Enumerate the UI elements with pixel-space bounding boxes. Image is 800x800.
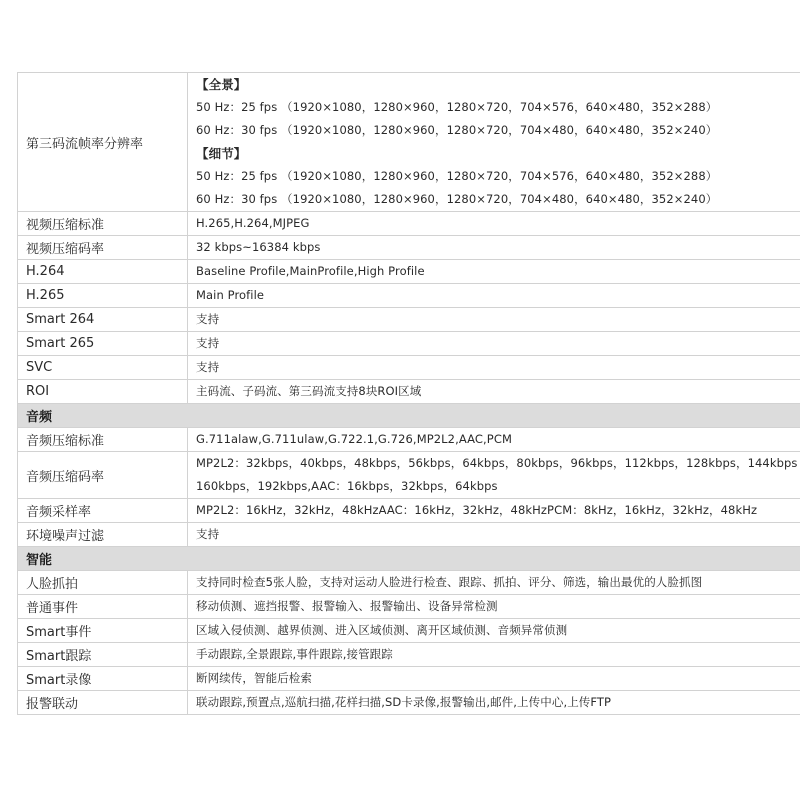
row-value	[188, 499, 800, 523]
row-value	[188, 691, 800, 715]
row-value	[188, 595, 800, 619]
section-heading: 音频	[18, 404, 800, 428]
row-label: 音频压缩标准	[18, 428, 188, 452]
stream-rate-line: 50 Hz：25 fps （1920×1080，1280×960，1280×720，704×576，640×480，352×288）	[196, 169, 718, 183]
row-value	[188, 523, 800, 547]
table-row	[18, 380, 800, 404]
row-value	[188, 284, 800, 308]
stream-group-heading: 【全景】	[196, 77, 247, 92]
row-value-line: 支持	[196, 360, 220, 374]
row-value	[188, 332, 800, 356]
row-value-line: 32 kbps~16384 kbps	[196, 240, 321, 254]
row-label: 报警联动	[18, 691, 188, 715]
row-label: ROI	[18, 380, 188, 404]
row-value	[188, 667, 800, 691]
row-value-line: Main Profile	[196, 288, 265, 302]
section-heading: 智能	[18, 547, 800, 571]
row-label: Smart 265	[18, 332, 188, 356]
table-row	[18, 619, 800, 643]
table-row	[18, 236, 800, 260]
row-value-line: 手动跟踪,全景跟踪,事件跟踪,接管跟踪	[196, 647, 393, 661]
spec-table-container	[17, 72, 800, 727]
table-row	[18, 212, 800, 236]
table-row	[18, 452, 800, 499]
row-value	[188, 380, 800, 404]
table-row	[18, 595, 800, 619]
row-label: 音频压缩码率	[18, 452, 188, 499]
table-row	[18, 691, 800, 715]
row-value	[188, 356, 800, 380]
row-value	[188, 619, 800, 643]
table-row	[18, 571, 800, 595]
spec-table-body	[18, 73, 800, 715]
row-label: H.264	[18, 260, 188, 284]
table-row	[18, 428, 800, 452]
table-row	[18, 499, 800, 523]
row-value-line: 支持	[196, 527, 220, 541]
row-value-line: 支持同时检查5张人脸，支持对运动人脸进行检查、跟踪、抓拍、评分、筛选，输出最优的人脸抓图	[196, 575, 703, 589]
table-row	[18, 308, 800, 332]
table-row	[18, 356, 800, 380]
row-value	[188, 643, 800, 667]
spec-table	[17, 72, 800, 715]
row-label: Smart 264	[18, 308, 188, 332]
table-row	[18, 284, 800, 308]
table-row	[18, 523, 800, 547]
table-row	[18, 260, 800, 284]
row-value-line: 断网续传，智能后检索	[196, 671, 312, 685]
table-row	[18, 332, 800, 356]
row-label: 音频采样率	[18, 499, 188, 523]
row-value-third-stream	[188, 73, 800, 212]
row-label: Smart事件	[18, 619, 188, 643]
row-value-line: Baseline Profile,MainProfile,High Profile	[196, 264, 425, 278]
row-value	[188, 452, 800, 499]
row-label: Smart录像	[18, 667, 188, 691]
row-value-line: 移动侦测、遮挡报警、报警输入、报警输出、设备异常检测	[196, 599, 498, 613]
row-value	[188, 308, 800, 332]
row-value-line: MP2L2：32kbps，40kbps，48kbps，56kbps，64kbps，80kbps，96kbps，112kbps，128kbps，144kbps	[196, 456, 798, 470]
row-label: SVC	[18, 356, 188, 380]
row-value-line: 主码流、子码流、第三码流支持8块ROI区域	[196, 384, 422, 398]
row-value-line: 区域入侵侦测、越界侦测、进入区域侦测、离开区域侦测、音频异常侦测	[196, 623, 568, 637]
row-label: 视频压缩码率	[18, 236, 188, 260]
table-row	[18, 667, 800, 691]
row-label: 人脸抓拍	[18, 571, 188, 595]
row-value-line: G.711alaw,G.711ulaw,G.722.1,G.726,MP2L2,AAC,PCM	[196, 432, 512, 446]
row-value	[188, 212, 800, 236]
row-value-line: 160kbps，192kbps,AAC：16kbps，32kbps，64kbps	[196, 479, 498, 493]
table-row	[18, 643, 800, 667]
row-value-line: MP2L2：16kHz，32kHz，48kHzAAC：16kHz，32kHz，48kHzPCM：8kHz，16kHz，32kHz，48kHz	[196, 503, 758, 517]
stream-group-heading: 【细节】	[196, 146, 247, 161]
section-row	[18, 404, 800, 428]
row-value-line: 联动跟踪,预置点,巡航扫描,花样扫描,SD卡录像,报警输出,邮件,上传中心,上传FTP	[196, 695, 612, 709]
row-value	[188, 260, 800, 284]
row-label: 普通事件	[18, 595, 188, 619]
row-value	[188, 571, 800, 595]
stream-rate-line: 60 Hz：30 fps （1920×1080，1280×960，1280×720，704×480，640×480，352×240）	[196, 192, 718, 206]
row-label: 环境噪声过滤	[18, 523, 188, 547]
row-value	[188, 428, 800, 452]
row-label: 视频压缩标准	[18, 212, 188, 236]
row-value-line: H.265,H.264,MJPEG	[196, 216, 310, 230]
row-label: H.265	[18, 284, 188, 308]
section-row	[18, 547, 800, 571]
stream-rate-line: 50 Hz：25 fps （1920×1080，1280×960，1280×720，704×576，640×480，352×288）	[196, 100, 718, 114]
table-row	[18, 73, 800, 212]
row-value	[188, 236, 800, 260]
row-value-line: 支持	[196, 336, 220, 350]
row-value-line: 支持	[196, 312, 220, 326]
row-label: Smart跟踪	[18, 643, 188, 667]
row-label-third-stream: 第三码流帧率分辨率	[18, 73, 188, 212]
stream-rate-line: 60 Hz：30 fps （1920×1080，1280×960，1280×720，704×480，640×480，352×240）	[196, 123, 718, 137]
